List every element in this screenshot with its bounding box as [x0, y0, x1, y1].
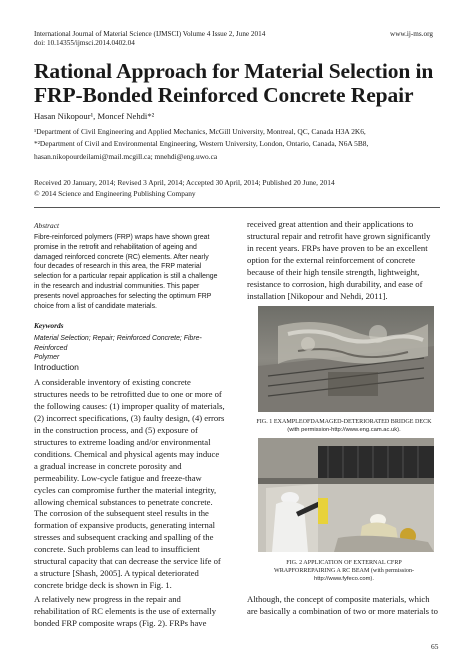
website-link[interactable]: www.ij-ms.org — [390, 30, 433, 38]
keywords-line: Material Selection; Repair; Reinforced Concrete; Fibre-Reinforced — [34, 335, 202, 352]
body-line: allowing chemical substances to penetrate concrete. — [34, 496, 213, 507]
right-column-bottom-paragraph — [247, 594, 441, 618]
author-emails[interactable]: hasan.nikopourdeilami@mail.mcgill.ca; mnehdi@eng.uwo.ca — [34, 152, 218, 161]
right-column-paragraph — [247, 219, 441, 303]
body-line: (2) incorrect specifications, (3) faulty design, (4) errors — [34, 412, 225, 423]
body-line: in recent years. FRPs have proven to be an excellent — [247, 242, 428, 253]
body-line: cycles can compromise further the material integrity, — [34, 484, 217, 495]
body-line: the following causes: (1) improper quality of materials, — [34, 400, 225, 411]
body-line: A relatively new progress in the repair and — [34, 594, 181, 604]
figure-1-caption-title: FIG. 1 EXAMPLEOFDAMAGED-DETERIORATED BRIDGE DECK — [256, 419, 432, 425]
affiliation-1: ¹Department of Civil Engineering and Applied Mechanics, McGill University, Montreal, QC, Canada H3A 2K6, — [34, 127, 366, 136]
figure-2-caption-line: FIG. 2 APPLICATION OF EXTERNAL CFRP — [286, 560, 402, 566]
figure-2-image — [258, 438, 434, 552]
abstract-heading: Abstract — [34, 221, 60, 230]
body-line: bonded FRP composite wraps (Fig. 2). FRPs have — [34, 617, 207, 628]
abstract-body — [34, 233, 230, 311]
body-line: concrete bridge deck is shown in Fig. 1. — [34, 580, 172, 591]
body-line: Although, the concept of composite materials, which — [247, 594, 430, 604]
body-line: formation of expansive products, generating internal — [34, 520, 216, 531]
body-line: are basically a combination of two or more materials to — [247, 605, 438, 616]
body-line: received great attention and their applications to — [247, 219, 414, 229]
figure-2-caption — [247, 559, 441, 584]
introduction-paragraph-2 — [34, 594, 232, 630]
abstract-line: choice from a list of candidate materials. — [34, 302, 157, 310]
body-line: permeability. Low-cycle fatigue and freeze-thaw — [34, 472, 202, 483]
body-line: installation [Nikopour and Nehdi, 2011]. — [247, 290, 388, 301]
abstract-line: four decades of research in this area, the FRP material — [34, 263, 202, 271]
body-line: structural capacity that can decrease the service life of — [34, 556, 221, 567]
affiliation-2: *²Department of Civil and Environmental Engineering, Western University, London, Ontario, Canada, N6A 5B8, — [34, 139, 369, 148]
paper-title-line2: FRP-Bonded Reinforced Concrete Repair — [34, 83, 414, 107]
abstract-line: presents novel approaches for selecting the optimum FRP — [34, 292, 212, 300]
body-line: stresses and subsequent cracking and spalling of the — [34, 532, 214, 543]
body-line: rehabilitation of RC elements is the use of externally — [34, 605, 217, 616]
introduction-paragraph-1 — [34, 377, 232, 592]
copyright: © 2014 Science and Engineering Publishing Company — [34, 189, 196, 198]
body-line: structures to extreme loading and/or environmental — [34, 436, 211, 447]
header-divider — [34, 207, 440, 208]
paper-title-line1: Rational Approach for Material Selection in — [34, 59, 434, 83]
figure-1-image — [258, 306, 434, 412]
doi-text: doi: 10.14355/ijmsci.2014.0402.04 — [34, 39, 135, 47]
introduction-heading: Introduction — [34, 362, 79, 372]
figure-1-caption-ack: (with permission-http://www.eng.cam.ac.uk). — [287, 427, 401, 434]
body-line: because of their high tensile strength, lightweight, — [247, 266, 420, 277]
body-line: concrete. Such problems can lead to insufficient — [34, 544, 200, 555]
figure-1-caption — [247, 418, 441, 434]
journal-header: International Journal of Material Science (IJMSCI) Volume 4 Issue 2, June 2014 — [34, 30, 266, 38]
abstract-line: selection for a particular repair application is still a challenge — [34, 273, 218, 281]
abstract-line: Fibre-reinforced polymers (FRP) wraps have shown great — [34, 234, 210, 241]
keywords-line: Polymer — [34, 354, 60, 362]
figure-2-caption-line: WRAPFORREPAIRING A RC BEAM (with permission- — [273, 568, 415, 575]
figure-2-caption-ack: http://www.fyfeco.com). — [314, 576, 374, 583]
body-line: option for the external reinforcement of concrete — [247, 254, 416, 265]
keywords-heading: Keywords — [34, 321, 64, 330]
body-line: conditions. Chemical and physical agents may induce — [34, 448, 220, 459]
body-line: structural repair and retrofit have grown significantly — [247, 230, 431, 241]
body-line: a structure [Shash, 2005]. A typical deteriorated — [34, 568, 199, 579]
abstract-line: damaged reinforced concrete (RC) elements. After nearly — [34, 253, 209, 261]
authors: Hasan Nikopour¹, Moncef Nehdi*² — [34, 111, 155, 121]
body-line: in the construction process, and (5) exposure of — [34, 424, 198, 435]
publication-dates: Received 20 January, 2014; Revised 3 April, 2014; Accepted 30 April, 2014; Published 20 June, 2014 — [34, 178, 335, 187]
body-line: The corrosion of the subsequent steel results in the — [34, 508, 209, 519]
body-line: resistance to corrosion, high durability, and ease of — [247, 278, 423, 289]
page-number: 65 — [431, 642, 439, 651]
keywords-body — [34, 334, 230, 363]
body-line: A considerable inventory of existing concrete — [34, 377, 191, 387]
abstract-line: in the research and industrial communities. This paper — [34, 282, 200, 290]
body-line: structures needs to be retrofitted due to one or more of — [34, 388, 222, 399]
body-line: a gradual increase in concrete porosity and — [34, 460, 182, 471]
abstract-line: promise in the retrofit and rehabilitation of ageing and — [34, 243, 197, 251]
